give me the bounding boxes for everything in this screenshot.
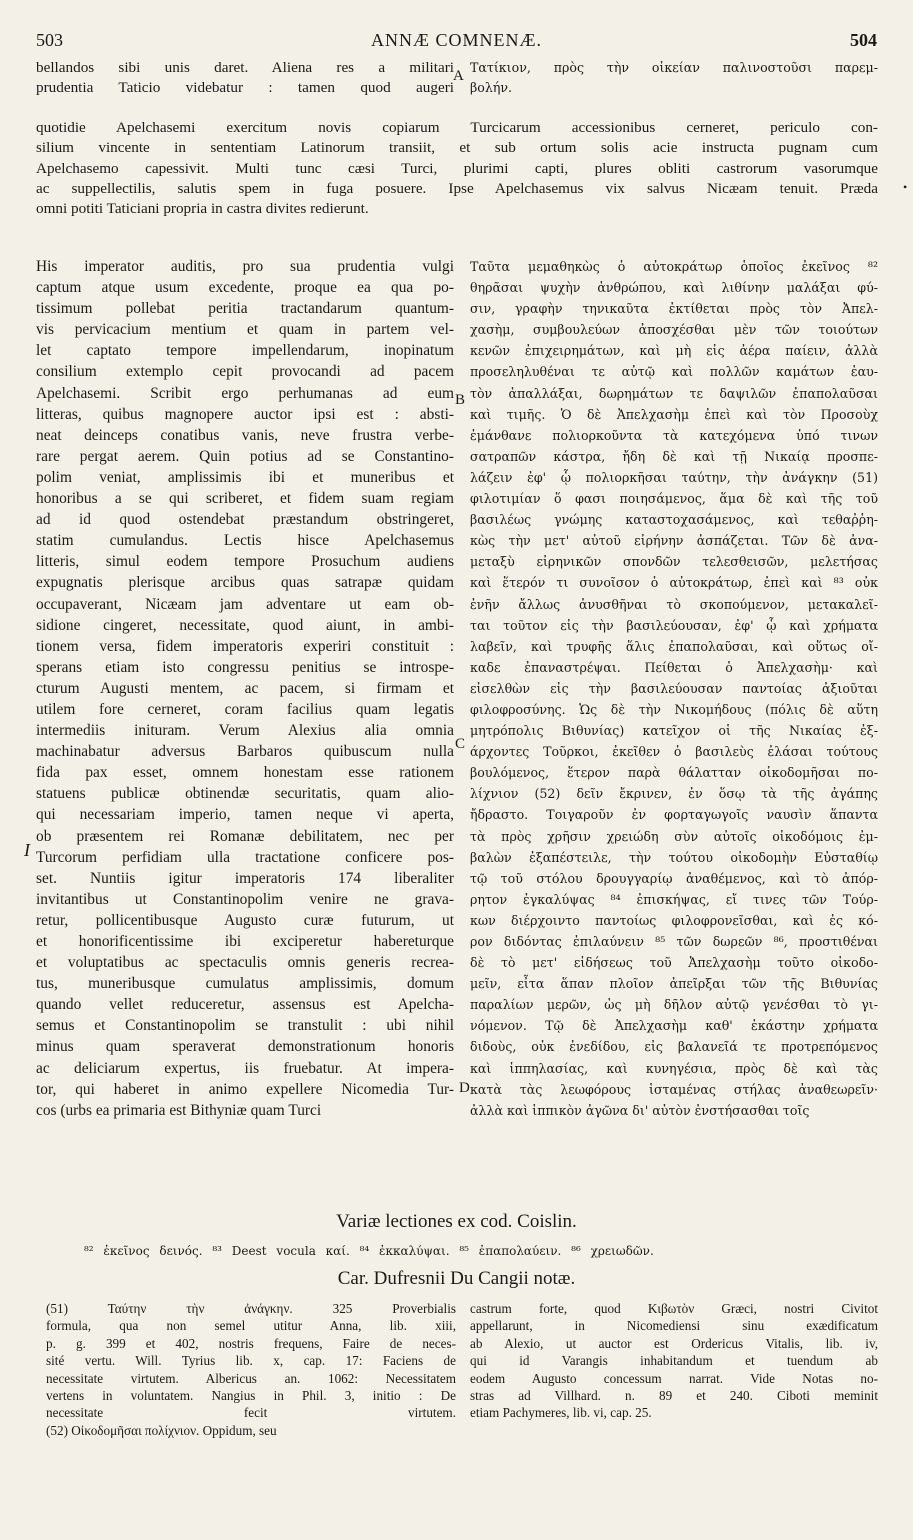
text-line: minus quam speraverat demonstrationum honoris <box>36 1038 454 1056</box>
text-line: intermediis inituram. Verum Alexius alia omnia <box>36 722 454 740</box>
text-line: ac suppellectilis, salutis spem in fuga posuere. Ipse Apelchasemus vix salvus Nicæam tenuit. Præda <box>36 179 878 197</box>
text-line: ac deliciarum expertus, iis fruebatur. At impera- <box>36 1059 454 1077</box>
text-line: διδοὺς, οὐκ ἐνεδίδου, εἰς βαλανεῖά τε προτρεπόμενος <box>470 1039 878 1055</box>
margin-bullet: • <box>903 180 908 194</box>
text-line: litteras, quibus magnopere auctor ipsi est : absti- <box>36 405 454 423</box>
text-line: βουλόμενος, ἕτερον παρὰ θάλατταν οἰκοδομῆσαι πο- <box>470 765 878 781</box>
text-line: εἰσελθὼν εἰς τὴν βασιλεύουσαν παντοίας ἀξιοῦται <box>470 680 878 696</box>
text-line: statim cumulandus. Lectis hisce Apelchasemus <box>36 532 454 550</box>
text-line: occupaverant, Nicæam jam adventare ut eam ob- <box>36 595 454 613</box>
text-line: semus et Constantinopolim se transtulit : ubi nihil <box>36 1017 454 1035</box>
text-line: μεῖν, εἶτα ἅπαν πλοῖον ἀπεῖρξαι τῶν τῆς Βιθυνίας <box>470 976 878 992</box>
text-line: λίχνιον (52) δεῖν ἔκρινεν, ἐν ὅσῳ τὰ τῆς ἀγάπης <box>470 786 878 802</box>
text-line: ται τοῦτον εἰς τὴν βασιλεύουσαν, ἐφ' ᾧ καὶ χρήματα <box>470 617 878 633</box>
text-line: tissimum pollebat peritia tractandarum quantum- <box>36 300 454 318</box>
page-number-right: 504 <box>850 30 877 50</box>
text-line: retur, pollicentibusque Augusto curæ futurum, ut <box>36 911 454 929</box>
text-line: ab Alexio, ut auctor est Ordericus Vitalis, lib. iv, <box>470 1335 878 1351</box>
text-line: necessitate fecit virtutem. <box>46 1405 456 1421</box>
intro-latin-top <box>36 58 454 99</box>
text-line: let captato tempore impellendarum, inopinatum <box>36 342 454 360</box>
text-line: Τατίκιον, πρὸς τὴν οἰκείαν παλινοστοῦσι παρεμ- <box>470 60 878 75</box>
text-line: utilem fore cerneret, coram facilius quam legatis <box>36 700 454 718</box>
text-line: (52) Οἰκοδομῆσαι πολίχνιον. Oppidum, seu <box>46 1422 277 1438</box>
margin-marker-c: C <box>455 736 466 752</box>
margin-marker-a: A <box>453 68 464 84</box>
text-line: eodem Augusto concessum narrat. Vide Notas no- <box>470 1370 878 1386</box>
text-line: ρον διδόντας ἐπιλαύνειν ⁸⁵ τῶν δωρεῶν ⁸⁶, προστιθέναι <box>470 934 878 949</box>
margin-marker-d: D <box>459 1080 470 1096</box>
text-line: βολήν. <box>470 80 513 96</box>
text-line: vertens in voluntatem. Nangius in Phil. 3, initio : De <box>46 1387 456 1403</box>
text-line: τῷ τοῦ στόλου δρουγγαρίῳ ἀναθέμενος, καὶ τὸ ἀπόρ- <box>470 870 878 886</box>
text-line: tionem versa, fidem imperatoris experiri constituit : <box>36 637 454 655</box>
text-line: captum atque usum excedente, proque ea qua po- <box>36 279 454 297</box>
text-line: etiam Pachymeres, lib. vi, cap. 25. <box>470 1405 652 1421</box>
text-line: ob præsentem rei Romanæ debilitatem, nec per <box>36 827 454 845</box>
text-line: δὲ τὸ μετ' εἰδήσεως τοῦ Ἀπελχασὴμ τοῦτο οἰκοδο- <box>470 955 878 971</box>
text-line: invitantibus ut Constantinopolim venire ne grava- <box>36 890 454 908</box>
text-line: λάζειν ἐφ' ᾧ πολιορκῆσαι ταύτην, τὴν ἀνάγκην (51) <box>470 469 878 485</box>
text-line: παραλίων μερῶν, ὡς μὴ δῆλον αὐτῷ γενέσθαι τὸ γι- <box>470 997 878 1013</box>
text-line: polim veniat, amplissimis ibi et muneribus et <box>36 468 454 486</box>
running-header <box>36 30 877 54</box>
text-line: προσεληλυθέναι τε αὐτῷ καὶ πολλῶν καμάτων ἑαυ- <box>470 364 878 380</box>
text-line: Ταῦτα μεμαθηκὼς ὁ αὐτοκράτωρ ὁποῖος ἐκεῖνος ⁸² <box>470 259 878 274</box>
text-line: et honorificentissime ibi exciperetur habereturque <box>36 933 454 950</box>
text-line: νόμενον. Τῷ δὲ Ἀπελχασὴμ καθ' ἑκάστην χρήματα <box>470 1018 878 1034</box>
text-line: κὼς τὴν μετ' αὐτοῦ εἰρήνην ἀσπάζεται. Τῶν δὲ ἀνα- <box>470 533 878 549</box>
text-line: σιν, γραφὴν τηνικαῦτα ἐκτίθεται πρὸς τὸν Ἀπελ- <box>470 301 878 317</box>
text-line: bellandos sibi unis daret. Aliena res a militari <box>36 59 454 76</box>
text-line: χασὴμ, συμβουλεύων ἀποσχέσθαι μὲν τῶν τοιούτων <box>470 322 878 338</box>
text-line: castrum forte, quod Κιβωτὸν Græci, nostri Civitot <box>470 1301 878 1316</box>
text-line: honoribus a se qui scriberet, et fidem suam regiam <box>36 490 454 508</box>
text-line: qui id Varangis inhabitandum et tuendum ab <box>470 1353 878 1369</box>
notes-title: Car. Dufresnii Du Cangii notæ. <box>337 1268 576 1289</box>
variants-title: Variæ lectiones ex cod. Coislin. <box>336 1211 577 1232</box>
text-line: καὶ ἱππηλασίας, καὶ κυνηγέσια, πρὸς δὲ καὶ τὰς <box>470 1060 878 1076</box>
notes-right-column <box>470 1300 878 1422</box>
text-line: κατὰ τὰς λεωφόρους ἱσταμένας στήλας ἀναθεωρεῖν· <box>470 1081 878 1097</box>
text-line: κων διέρχοιντο παντοίως φιλοφρονεῖσθαι, καὶ ἐς κό- <box>470 912 878 928</box>
text-line: μεταξὺ εἰρηνικῶν σπονδῶν τελεσθεισῶν, μελετήσας <box>470 554 878 570</box>
text-line: cos (urbs ea primaria est Bithyniæ quam Turci <box>36 1101 322 1119</box>
text-line: ad id quod ostendebat præstandum obstringeret, <box>36 511 454 529</box>
text-line: appellarunt, in Nicomediensi sinu exædificatum <box>470 1318 878 1334</box>
text-line: et voluptatibus ac spectaculis omnis generis recrea- <box>36 954 454 972</box>
text-line: quando vellet reduceretur, assensus est Apelcha- <box>36 996 454 1014</box>
text-line: sperans etiam isto congressu penitius se introspe- <box>36 658 454 676</box>
text-line: καὶ τιμῆς. Ὁ δὲ Ἀπελχασὴμ ἐπεὶ καὶ τὸν Προσοὺχ <box>470 406 878 422</box>
text-line: His imperator auditis, pro sua prudentia vulgi <box>36 258 454 275</box>
margin-marker-italic: I <box>24 840 30 860</box>
text-line: neat deinceps conatibus vanis, neve frustra verbe- <box>36 426 454 444</box>
latin-column <box>36 256 454 1121</box>
text-line: ἤδραστο. Τοιγαροῦν ἐν φορταγωγοῖς ναυσὶν ἅπαντα <box>470 807 878 823</box>
text-line: φιλοτιμίαν ὅ φασι ποιησάμενος, ἅμα δὲ καὶ τῆς τοῦ <box>470 491 878 507</box>
text-line: ἀλλὰ καὶ ἱππικὸν ἀγῶνα δι' αὐτὸν ἐνστήσασθαι τοῖς <box>470 1102 810 1118</box>
text-line: σατραπῶν κάστρα, ἤδη δὲ καὶ τῇ Νικαίᾳ προσπε- <box>470 448 878 464</box>
text-line: machinabatur adversus Barbaros quibuscum nulla <box>36 743 454 761</box>
margin-marker-b: B <box>455 392 466 408</box>
text-line: Apelchasemi. Scribit ergo perhumanas ad eum <box>36 384 454 402</box>
text-line: sidione cingeret, necessitate, quod aiunt, in ambi- <box>36 616 454 634</box>
text-line: θηρᾶσαι ψυχὴν ἀνθρώπου, καὶ λιθίνην μαλάξαι φύ- <box>470 280 878 296</box>
text-line: βασιλέως γνώμης καταστοχασάμενος, καὶ τεθαῤῥη- <box>470 512 878 528</box>
text-line: omni potiti Taticiani propria in castra divites redierunt. <box>36 200 369 218</box>
text-line: καδε ἐπαναστρέψαι. Πείθεται ὁ Ἀπελχασὴμ· καὶ <box>470 659 878 675</box>
text-line: fida pax esset, omnem honestam esse rationem <box>36 764 454 782</box>
text-line: ἐνῆν ἄλλως ἀνυσθῆναι τὸ σκοπούμενον, μετακαλεῖ- <box>470 596 878 612</box>
text-line: ἐμάνθανε πολιορκοῦντα τὰ κατεχόμενα ὑπό τινων <box>470 427 878 443</box>
variants-notes: ⁸² ἐκεῖνος δεινός. ⁸³ Deest vocula καί. ⁸⁴ ἐκκαλύψαι. ⁸⁵ ἐπαπολαύειν. ⁸⁶ χρειωδῶν. <box>84 1244 654 1258</box>
text-line: expugnatis plerisque arcibus quas satrapæ quidam <box>36 574 454 592</box>
text-line: p. g. 399 et 402, nostris frequens, Faire de neces- <box>46 1335 456 1351</box>
text-line: prudentia Taticio videbatur : tamen quod augeri <box>36 79 454 97</box>
text-line: φιλοφροσύνης. Ὡς δὲ τὴν Νικομήδους (πόλις δὲ αὕτη <box>470 701 878 717</box>
text-line: tus, muneribusque cumulatus amplissimis, domum <box>36 975 454 993</box>
text-line: τὰ πρὸς χρῆσιν χρειώδη σὺν αὐτοῖς οἰκοδόμοις ἐμ- <box>470 828 878 844</box>
text-line: ρητον ἐγκαλύψας ⁸⁴ ἐπισκήψας, εἴ τινες τῶν Τούρ- <box>470 891 878 907</box>
text-line: βαλὼν ἐξαπέστειλε, τὴν τούτου οἰκοδομὴν Εὐσταθίῳ <box>470 849 878 865</box>
text-line: άρχοντες Τοῦρκοι, ἐκεῖθεν ὁ βασιλεὺς ἐλάσαι τούτους <box>470 744 878 760</box>
text-line: quotidie Apelchasemi exercitum novis copiarum Turcicarum accessionibus cerneret, periculo con- <box>36 119 878 136</box>
text-line: (51) Ταύτην τὴν ἀνάγκην. 325 Proverbialis <box>46 1301 456 1316</box>
greek-column <box>470 256 878 1121</box>
page-number-left: 503 <box>36 30 63 50</box>
text-line: set. Nuntiis igitur imperatoris 174 liberaliter <box>36 869 454 887</box>
running-title: ANNÆ COMNENÆ. <box>370 30 542 50</box>
text-line: cturum Augusti mentem, ac pacem, si firmam et <box>36 679 454 697</box>
text-line: λαβεῖν, καὶ τρυφῆς ἅλις ἐπαπολαῦσαι, καὶ οὕτως οἴ- <box>470 638 878 654</box>
text-line: μητρόπολις Βιθυνίας) κατεῖχον οἱ τῆς Νικαίας ἐξ- <box>470 723 878 739</box>
text-line: tor, qui haberet in animo expellere Nicomedia Tur- <box>36 1080 454 1098</box>
text-line: Apelchasemo capessivit. Multi tunc cæsi Turci, plurimi capti, plures obliti castrorum vasorumque <box>36 159 878 177</box>
text-line: τὸν ἀπαλλάξαι, δωρημάτων τε δαψιλῶν ἐπαπολαῦσαι <box>470 385 878 401</box>
text-line: formula, qua non semel utitur Anna, lib. xiii, <box>46 1318 456 1334</box>
text-line: silium vincente in sententiam Latinorum transiit, et sub ortum solis acie instructa pugnam cum <box>36 139 878 157</box>
text-line: Turcorum perfidiam ulla tractatione conficere pos- <box>36 848 454 866</box>
text-line: statuens publicæ obtinendæ securitatis, quam alio- <box>36 785 454 803</box>
text-line: vis pervicacium mentium et quam in partem vel- <box>36 321 454 339</box>
intro-greek-top <box>470 58 878 99</box>
text-line: necessitate virtutem. Albericus an. 1062: Necessitatem <box>46 1370 456 1386</box>
notes-left-column <box>46 1300 456 1439</box>
text-line: consilium extemplo cepit provocandi ad pacem <box>36 363 454 381</box>
text-line: stras ad Villhard. n. 89 et 240. Ciboti meminit <box>470 1387 878 1403</box>
text-line: qui necessariam imperio, tamen neque vi aperta, <box>36 806 454 824</box>
intro-latin-wide <box>36 118 878 219</box>
text-line: rare pergat aerem. Quin potius ad se Constantino- <box>36 447 454 465</box>
text-line: καὶ ἕτερόν τι συνοῖσον ὁ αὐτοκράτωρ, ἐπεὶ καὶ ⁸³ οὐκ <box>470 575 878 591</box>
text-line: κενῶν ἐπιχειρημάτων, καὶ μὴ εἰς ἀέρα παίειν, ἀλλὰ <box>470 343 878 359</box>
text-line: litteris, simul eodem tempore Prosuchum audiens <box>36 553 454 571</box>
text-line: sité vertu. Will. Tyrius lib. x, cap. 17: Faciens de <box>46 1353 456 1369</box>
